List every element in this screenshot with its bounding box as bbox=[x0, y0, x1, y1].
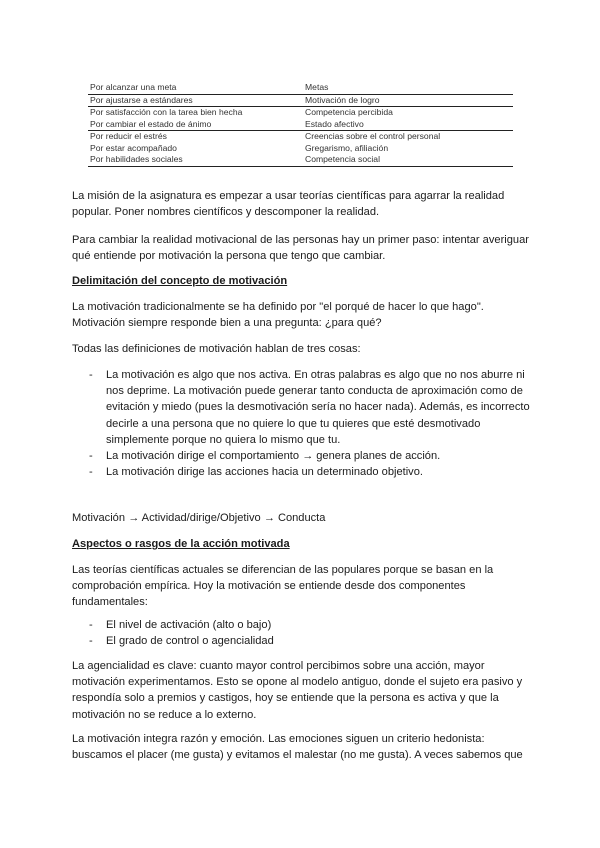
table-cell: Creencias sobre el control personal bbox=[303, 131, 513, 143]
paragraph-razon-emocion: La motivación integra razón y emoción. Las emociones siguen un criterio hedonista: buscamos el placer (me gusta) y evitamos el malestar (no me gusta). A veces sabemos que bbox=[72, 733, 523, 762]
table-cell: Por alcanzar una meta bbox=[90, 82, 177, 92]
list-components bbox=[72, 617, 532, 649]
table-cell: Gregarismo, afiliación bbox=[305, 142, 389, 153]
table-row bbox=[88, 143, 513, 155]
table-cell: Competencia percibida bbox=[303, 107, 513, 119]
list-item: - El nivel de activación (alto o bajo) bbox=[72, 617, 532, 633]
table-row bbox=[88, 82, 513, 94]
table-cell: Por habilidades sociales bbox=[88, 154, 303, 166]
paragraph-definition: La motivación tradicionalmente se ha definido por "el porqué de hacer lo que hago". Motivación siempre responde bien a una pregunta: ¿para qué? bbox=[72, 301, 484, 330]
table-cell: Por satisfacción con la tarea bien hecha bbox=[88, 107, 303, 119]
paragraph-three-things: Todas las definiciones de motivación hablan de tres cosas: bbox=[72, 343, 361, 355]
table-cell: Por cambiar el estado de ánimo bbox=[90, 118, 212, 129]
paragraph-first-step: Para cambiar la realidad motivacional de las personas hay un primer paso: intentar averiguar qué entiende por motivación la persona que tengo que cambiar. bbox=[72, 234, 529, 263]
table-cell: Por ajustarse a estándares bbox=[88, 94, 303, 107]
table-cell: Por reducir el estrés bbox=[88, 131, 303, 143]
paragraph-scientific-theories: Las teorías científicas actuales se diferencian de las populares porque se basan en la comprobación empírica. Hoy la motivación se entiende desde dos componentes fundamentales: bbox=[72, 564, 494, 609]
motivation-table bbox=[88, 82, 513, 167]
paragraph-mission: La misión de la asignatura es empezar a usar teorías científicas para agarrar la realidad popular. Poner nombres científicos y descomponer la realidad. bbox=[72, 190, 505, 219]
table-cell: Estado afectivo bbox=[305, 118, 364, 129]
table-row bbox=[88, 131, 513, 143]
list-item: - La motivación dirige las acciones hacia un determinado objetivo. bbox=[72, 464, 532, 480]
list-item: - La motivación es algo que nos activa. En otras palabras es algo que no nos aburre ni nos deprime. La motivación puede generar tanto conducta de aproximación como de evitación y miedo (pues la desmotivación sería no hacer nada). Además, es incorrecto decirle a una persona que no quiere lo que tu quieres que esté desmotivado simplemente porque no quiera lo mismo que tu. bbox=[72, 367, 532, 448]
table-row bbox=[88, 94, 513, 107]
table-row bbox=[88, 107, 513, 119]
list-item: - El grado de control o agencialidad bbox=[72, 633, 532, 649]
table-cell: Metas bbox=[305, 82, 329, 92]
paragraph-agencialidad: La agencialidad es clave: cuanto mayor control percibimos sobre una acción, mayor motivación experimentamos. Esto se opone al modelo antiguo, donde el sujeto era pasivo y respondía solo a premios y castigos, hoy se entiende que la persona es activa y que la motivación no se reduce a lo externo. bbox=[72, 660, 523, 721]
paragraph-formula: Motivación → Actividad/dirige/Objetivo → Conducta bbox=[72, 512, 326, 524]
heading-aspectos: Aspectos o rasgos de la acción motivada bbox=[72, 538, 290, 550]
list-item: - La motivación dirige el comportamiento → genera planes de acción. bbox=[72, 448, 532, 464]
table-cell: Motivación de logro bbox=[303, 94, 513, 107]
table-cell: Por estar acompañado bbox=[90, 142, 177, 153]
heading-delimitacion: Delimitación del concepto de motivación bbox=[72, 275, 288, 287]
table-row bbox=[88, 119, 513, 131]
table-cell: Competencia social bbox=[303, 154, 513, 166]
table-row bbox=[88, 154, 513, 166]
list-motivation-traits bbox=[72, 367, 532, 480]
